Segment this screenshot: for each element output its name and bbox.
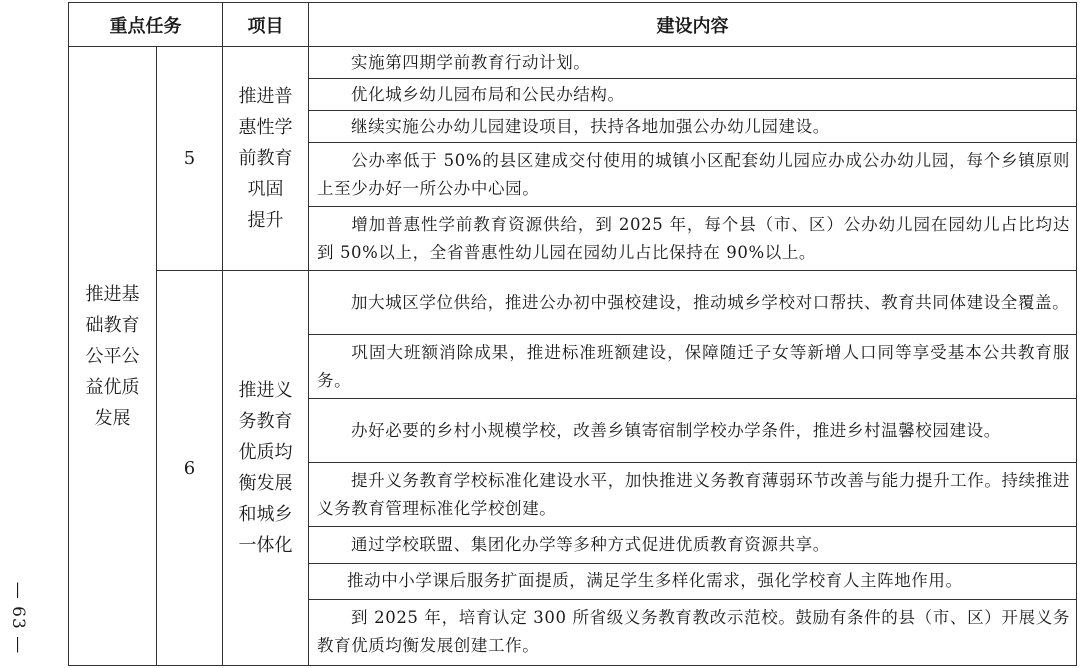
- task-label-line: 发展: [94, 407, 131, 429]
- project-label-line: 一体化: [238, 535, 293, 557]
- page-number: [6, 572, 30, 664]
- content-item: 推动中小学课后服务扩面提质，满足学生多样化需求，强化学校育人主阵地作用。: [309, 563, 1077, 599]
- project-label-line: 优质均: [238, 442, 293, 464]
- content-item: 加大城区学位供给，推进公办初中强校建设，推动城乡学校对口帮扶、教育共同体建设全覆盖。: [309, 271, 1077, 335]
- project-label-line: 惠性学: [238, 117, 293, 139]
- project-label-line: 推进义: [238, 380, 293, 402]
- project-label-line: 巩固: [247, 179, 284, 201]
- header-task: 重点任务: [69, 3, 223, 47]
- task-label-line: 公平公: [85, 345, 140, 367]
- content-item: 巩固大班额消除成果，推进标准班额建设，保障随迁子女等新增人口同等享受基本公共教育服务。: [309, 335, 1077, 399]
- table-row: [69, 271, 1077, 335]
- content-item: 公办率低于 50%的县区建成交付使用的城镇小区配套幼儿园应办成公办幼儿园，每个乡镇原则上至少办好一所公办中心园。: [309, 143, 1077, 207]
- project-label-line: 前教育: [238, 148, 293, 170]
- content-item: 提升义务教育学校标准化建设水平，加快推进义务教育薄弱环节改善与能力提升工作。持续推进义务教育管理标准化学校创建。: [309, 463, 1077, 527]
- header-project: 项目: [223, 3, 309, 47]
- content-item: 继续实施公办幼儿园建设项目，扶持各地加强公办幼儿园建设。: [309, 111, 1077, 143]
- table-row: [69, 47, 1077, 79]
- project-cell: [223, 271, 309, 666]
- project-label-line: 和城乡: [238, 504, 293, 526]
- content-item: 到 2025 年，培育认定 300 所省级义务教育教改示范校。鼓励有条件的县（市、区）开展义务教育优质均衡发展创建工作。: [309, 599, 1077, 665]
- project-label-line: 提升: [247, 210, 284, 232]
- project-label-line: 衡发展: [238, 473, 293, 495]
- group-number: 6: [157, 271, 223, 666]
- content-item: 优化城乡幼儿园布局和公民办结构。: [309, 79, 1077, 111]
- task-table: [68, 2, 1077, 666]
- content-item: 实施第四期学前教育行动计划。: [309, 47, 1077, 79]
- project-cell: [223, 47, 309, 271]
- project-label-line: 务教育: [238, 411, 293, 433]
- content-item: 办好必要的乡村小规模学校，改善乡镇寄宿制学校办学条件，推进乡村温馨校园建设。: [309, 399, 1077, 463]
- header-content: 建设内容: [309, 3, 1077, 47]
- content-item: 增加普惠性学前教育资源供给，到 2025 年，每个县（市、区）公办幼儿园在园幼儿占比均达到 50%以上，全省普惠性幼儿园在园幼儿占比保持在 90%以上。: [309, 207, 1077, 271]
- task-label-line: 础教育: [85, 314, 140, 336]
- task-label-line: 推进基: [85, 283, 140, 305]
- task-label-line: 益优质: [85, 376, 140, 398]
- page-number-text: — 63 —: [8, 581, 29, 655]
- project-label-line: 推进普: [238, 86, 293, 108]
- table-header-row: [69, 3, 1077, 47]
- task-cell: [69, 47, 157, 666]
- content-item: 通过学校联盟、集团化办学等多种方式促进优质教育资源共享。: [309, 527, 1077, 563]
- group-number: 5: [157, 47, 223, 271]
